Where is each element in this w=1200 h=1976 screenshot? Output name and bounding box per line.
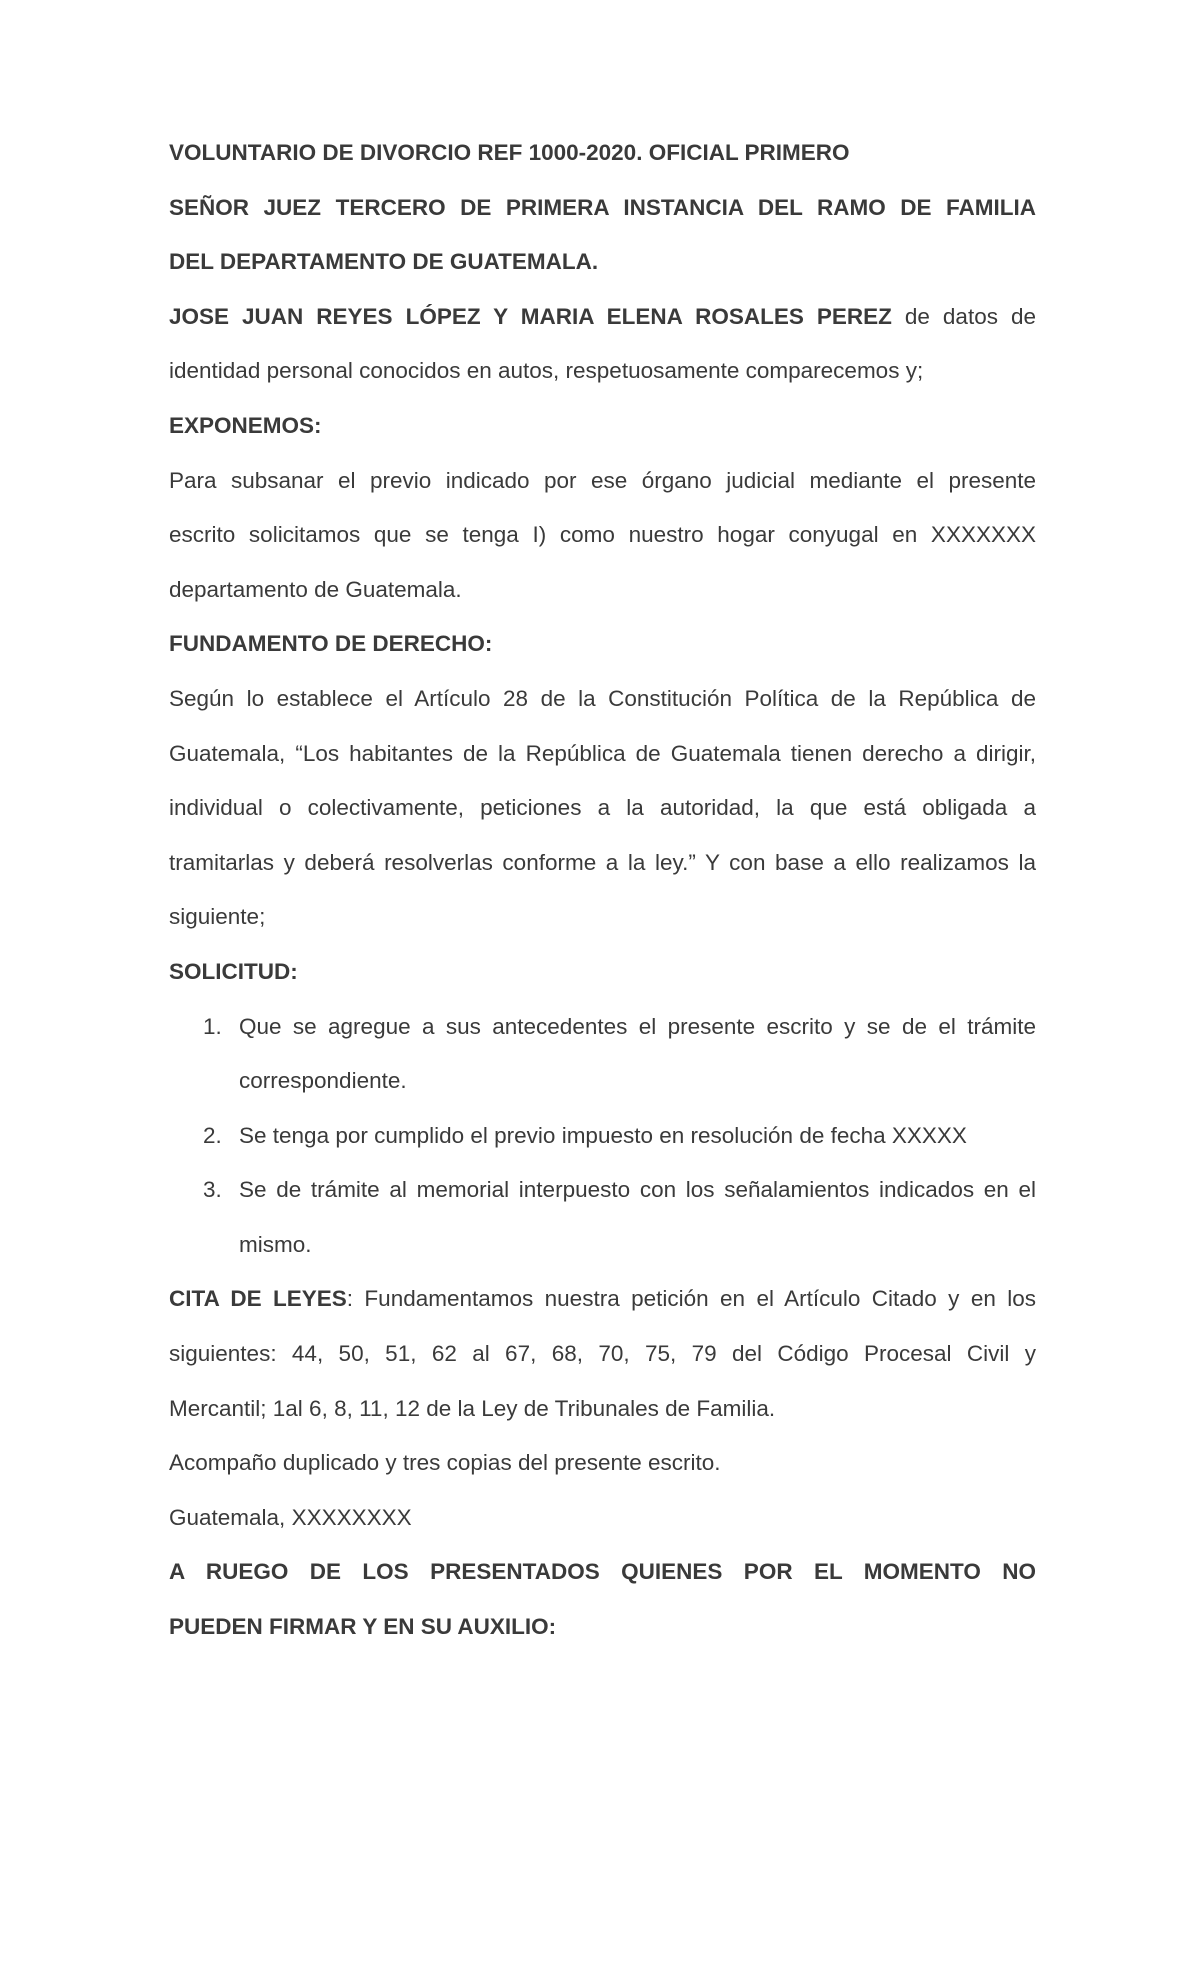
list-text: Se tenga por cumplido el previo impuesto en resolución de fecha XXXXX <box>239 1122 967 1148</box>
addressee-line-2: DEL DEPARTAMENTO DE GUATEMALA. <box>169 249 599 275</box>
cita-leyes-line-2: siguientes: 44, 50, 51, 62 al 67, 68, 70, 75, 79 del Código Procesal Civil y <box>169 1341 1036 1367</box>
solicitud-item-2 <box>169 1120 1036 1175</box>
list-text: Se de trámite al memorial interpuesto con los señalamientos indicados en el <box>239 1177 1036 1203</box>
fundamento-line-2: Guatemala, “Los habitantes de la República de Guatemala tienen derecho a dirigir, <box>169 740 1036 766</box>
applicants-line <box>169 301 1036 356</box>
copies-note: Acompaño duplicado y tres copias del presente escrito. <box>169 1450 721 1476</box>
addressee-line-1: SEÑOR JUEZ TERCERO DE PRIMERA INSTANCIA DEL RAMO DE FAMILIA <box>169 194 1036 220</box>
memorial-body <box>169 137 1036 1666</box>
solicitud-heading: SOLICITUD: <box>169 958 298 984</box>
cita-leyes-heading: CITA DE LEYES <box>169 1286 347 1312</box>
exponemos-line-1: Para subsanar el previo indicado por ese órgano judicial mediante el presente <box>169 467 1036 493</box>
fundamento-line-5: siguiente; <box>169 904 266 930</box>
cita-leyes-line-3: Mercantil; 1al 6, 8, 11, 12 de la Ley de Tribunales de Familia. <box>169 1395 776 1421</box>
fundamento-line-4: tramitarlas y deberá resolverlas conforme a la ley.” Y con base a ello realizamos la <box>169 849 1036 875</box>
solicitud-item-3 <box>169 1174 1036 1229</box>
reference-heading: VOLUNTARIO DE DIVORCIO REF 1000-2020. OFICIAL PRIMERO <box>169 140 850 165</box>
place-date: Guatemala, XXXXXXXX <box>169 1504 412 1530</box>
solicitud-item-1-cont: correspondiente. <box>239 1068 407 1094</box>
list-number: 3. <box>203 1177 222 1203</box>
applicants-rest: de datos de <box>891 303 1036 329</box>
signature-request-line-1: A RUEGO DE LOS PRESENTADOS QUIENES POR EL MOMENTO NO <box>169 1559 1036 1585</box>
list-number: 1. <box>203 1013 222 1039</box>
exponemos-heading: EXPONEMOS: <box>169 412 322 438</box>
solicitud-item-1 <box>169 1011 1036 1066</box>
exponemos-line-2: escrito solicitamos que se tenga I) como nuestro hogar conyugal en XXXXXXX <box>169 522 1036 548</box>
fundamento-line-1: Según lo establece el Artículo 28 de la Constitución Política de la República de <box>169 685 1036 711</box>
solicitud-item-3-cont: mismo. <box>239 1231 312 1257</box>
cita-leyes-text: : Fundamentamos nuestra petición en el Artículo Citado y en los <box>346 1286 1036 1312</box>
applicants-line-2: identidad personal conocidos en autos, respetuosamente comparecemos y; <box>169 358 924 384</box>
applicants-names: JOSE JUAN REYES LÓPEZ Y MARIA ELENA ROSALES PEREZ <box>169 303 892 329</box>
exponemos-line-3: departamento de Guatemala. <box>169 576 462 602</box>
list-text: Que se agregue a sus antecedentes el presente escrito y se de el trámite <box>239 1013 1036 1039</box>
list-number: 2. <box>203 1122 222 1148</box>
cita-leyes-line-1 <box>169 1283 1036 1338</box>
signature-request-line-2: PUEDEN FIRMAR Y EN SU AUXILIO: <box>169 1614 557 1640</box>
fundamento-line-3: individual o colectivamente, peticiones a la autoridad, la que está obligada a <box>169 795 1036 821</box>
fundamento-heading: FUNDAMENTO DE DERECHO: <box>169 631 493 657</box>
